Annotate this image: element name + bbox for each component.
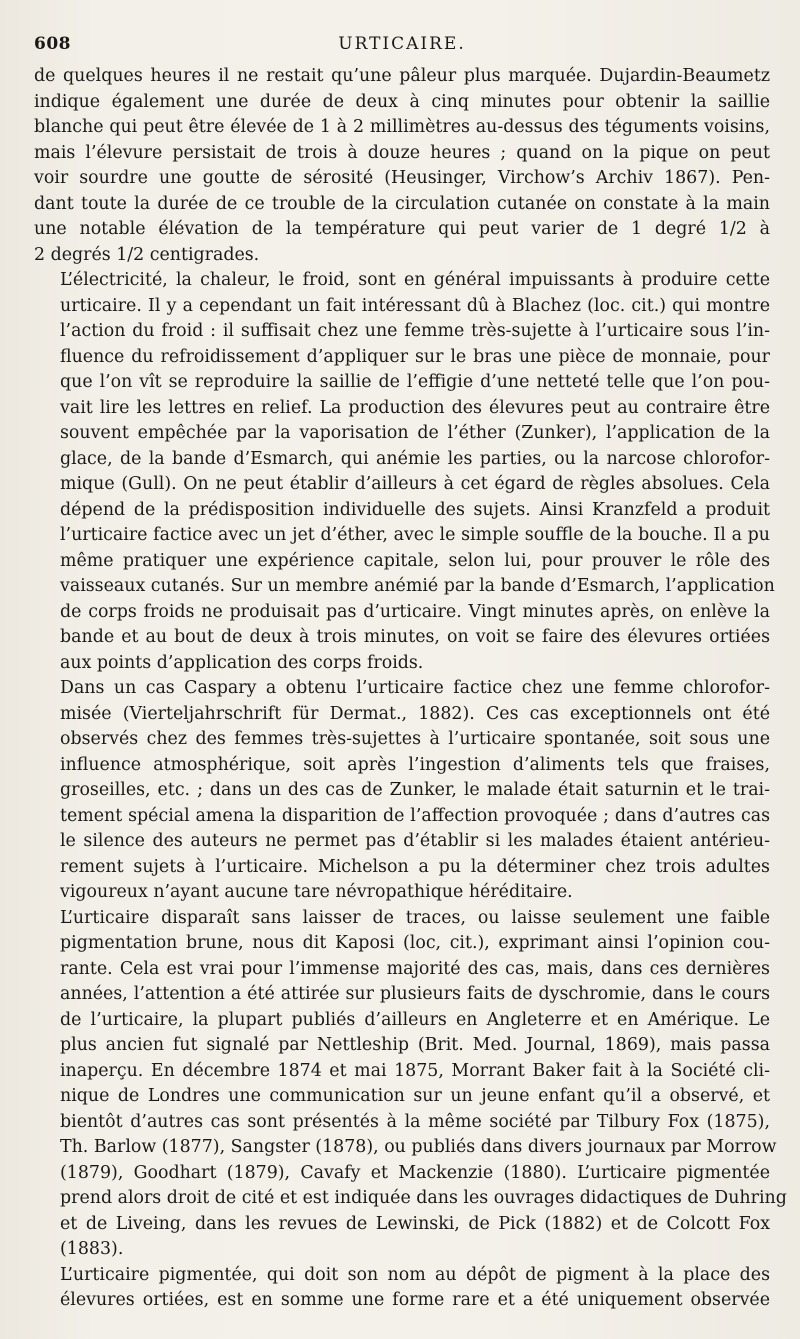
running-head [34,28,770,64]
paragraph [34,64,770,268]
text-line: Dans un cas Caspary a obtenu l’urticaire factice chez une femme chlorofor- [60,678,770,698]
text-line: L’électricité, la chaleur, le froid, sont en général impuissants à produire cette [60,270,770,290]
text-line: prend alors droit de cité et est indiquée dans les ouvrages didactiques de Duhring [60,1188,787,1208]
text-line: souvent empêchée par la vaporisation de l’éther (Zunker), l’application de la [60,423,770,443]
paragraph [34,268,775,676]
text-line: (1879), Goodhart (1879), Cavafy et Mackenzie (1880). L’urticaire pigmentée [60,1162,770,1183]
text-line: inaperçu. En décembre 1874 et mai 1875, Morrant Baker fait à la Société cli- [60,1060,770,1081]
text-line: rement sujets à l’urticaire. Michelson a pu la déterminer chez trois adultes [60,856,770,877]
text-line: glace, de la bande d’Esmarch, qui anémie les parties, ou la narcose chlorofor- [60,448,770,469]
text-line: de corps froids ne produisait pas d’urticaire. Vingt minutes après, on enlève la [60,601,770,622]
text-line: influence atmosphérique, soit après l’ingestion d’aliments tels que fraises, [60,754,770,775]
text-line: vaisseaux cutanés. Sur un membre anémié par la bande d’Esmarch, l’application [60,576,775,596]
paragraph [34,906,787,1263]
text-line: et de Liveing, dans les revues de Lewinski, de Pick (1882) et de Colcott Fox [60,1213,770,1234]
text-line: mais l’élevure persistait de trois à douze heures ; quand on la pique on peut [34,142,770,163]
text-line: mique (Gull). On ne peut établir d’ailleurs à cet égard de règles absolues. Cela [60,474,770,494]
text-line: dépend de la prédisposition individuelle des sujets. Ainsi Kranzfeld a produit [60,499,770,520]
text-line: aux points d’application des corps froids. [60,652,424,673]
text-line: vigoureux n’ayant aucune tare névropathique héréditaire. [60,882,573,902]
text-line: l’urticaire factice avec un jet d’éther, avec le simple souffle de la bouche. Il a pu [60,525,770,545]
text-line: 2 degrés 1/2 centigrades. [34,244,260,265]
text-line: tement spécial amena la disparition de l’affection provoquée ; dans d’autres cas [60,805,770,826]
text-line: blanche qui peut être élevée de 1 à 2 millimètres au-dessus des téguments voisins, [34,117,770,137]
text-line: une notable élévation de la température qui peut varier de 1 degré 1/2 à [34,219,770,239]
paragraph [34,1263,770,1314]
text-line: de l’urticaire, la plupart publiés d’ailleurs en Angleterre et en Amérique. Le [60,1009,770,1030]
text-line: groseilles, etc. ; dans un des cas de Zunker, le malade était saturnin et le trai- [60,780,770,800]
paragraph [34,676,770,906]
text-line: nique de Londres une communication sur un jeune enfant qu’il a observé, et [60,1086,770,1106]
text-line: L’urticaire pigmentée, qui doit son nom au dépôt de pigment à la place des [60,1264,770,1285]
text-line: voir sourdre une goutte de sérosité (Heusinger, Virchow’s Archiv 1867). Pen- [34,168,770,188]
text-line: (1883). [60,1239,124,1259]
text-line: bientôt d’autres cas sont présentés à la même société par Tilbury Fox (1875), [60,1111,770,1132]
text-line: bande et au bout de deux à trois minutes, on voit se faire des élevures ortiées [60,627,770,647]
text-line: fluence du refroidissement d’appliquer sur le bras une pièce de monnaie, pour [60,346,770,367]
text-line: pigmentation brune, nous dit Kaposi (loc, cit.), exprimant ainsi l’opinion cou- [60,933,770,953]
text-line: Th. Barlow (1877), Sangster (1878), ou publiés dans divers journaux par Morrow [60,1137,777,1157]
text-line: vait lire les lettres en relief. La production des élevures peut au contraire être [60,397,770,418]
body-text [34,64,787,1314]
text-line: dant toute la durée de ce trouble de la circulation cutanée on constate à la main [34,193,770,214]
text-line: observés chez des femmes très-sujettes à l’urticaire spontanée, soit sous une [60,729,770,749]
text-line: plus ancien fut signalé par Nettleship (Brit. Med. Journal, 1869), mais passa [60,1035,770,1055]
text-line: que l’on vît se reproduire la saillie de l’effigie d’une netteté telle que l’on pou- [60,372,770,392]
text-line: misée (Vierteljahrschrift für Dermat., 1882). Ces cas exceptionnels ont été [60,703,770,724]
text-line: urticaire. Il y a cependant un fait intéressant dû à Blachez (loc. cit.) qui montre [60,295,770,316]
text-line: le silence des auteurs ne permet pas d’établir si les malades étaient antérieu- [60,831,770,851]
text-line: L’urticaire disparaît sans laisser de traces, ou laisse seulement une faible [60,907,770,928]
text-line: indique également une durée de deux à cinq minutes pour obtenir la saillie [34,91,770,112]
running-title: URTICAIRE. [338,34,466,54]
text-line: années, l’attention a été attirée sur plusieurs faits de dyschromie, dans le cours [60,984,770,1004]
text-line: élevures ortiées, est en somme une forme rare et a été uniquement observée [60,1290,770,1310]
page-number: 608 [34,34,71,54]
text-line: de quelques heures il ne restait qu’une pâleur plus marquée. Dujardin-Beaumetz [34,66,770,86]
text-line: même pratiquer une expérience capitale, selon lui, pour prouver le rôle des [60,550,770,571]
text-line: rante. Cela est vrai pour l’immense majorité des cas, mais, dans ces dernières [60,958,770,979]
text-line: l’action du froid : il suffisait chez une femme très-sujette à l’urticaire sous l’in- [60,321,770,341]
